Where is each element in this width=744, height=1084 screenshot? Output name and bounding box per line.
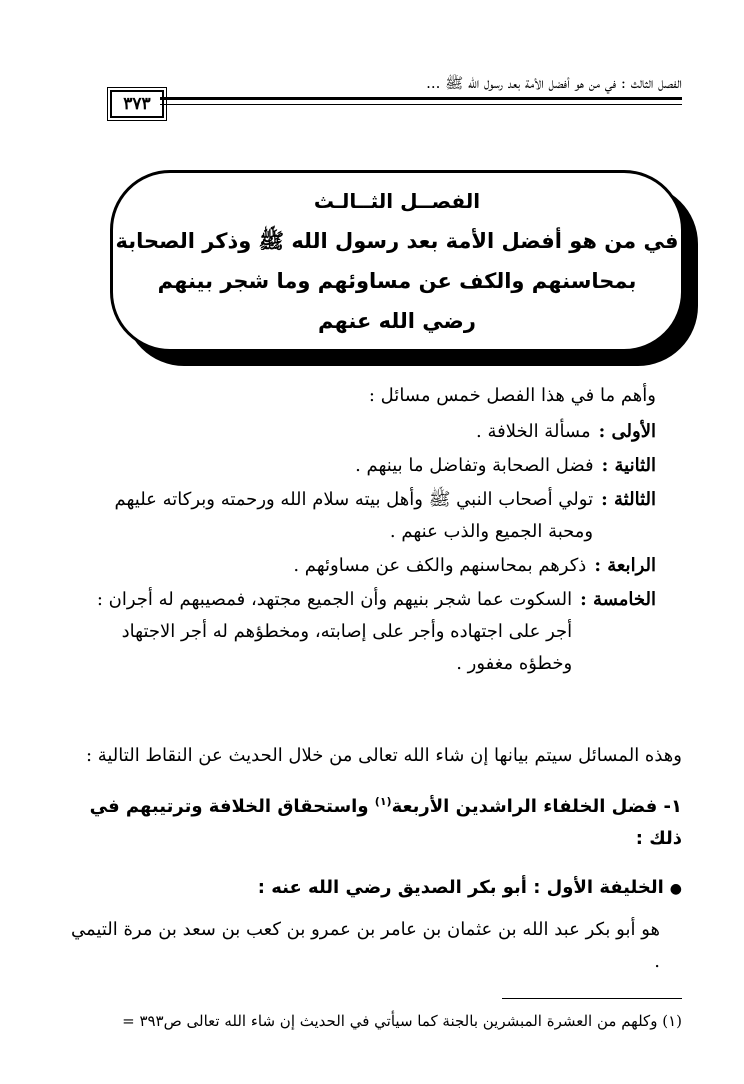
issue-label: الأولى : <box>598 421 656 442</box>
caliph-heading-text: الخليفة الأول : أبو بكر الصديق رضي الله عنه : <box>257 877 664 898</box>
issue-text: السكوت عما شجر بنيهم وأن الجميع مجتهد، فمصيبهم له أجران : أجر على اجتهاده وأجر على إصابته، ومخطؤهم له أجر الاجتهاد وخطؤه مغفور . <box>96 589 573 674</box>
issue-label: الخامسة : <box>580 589 656 610</box>
issue-label: الثانية : <box>601 455 656 476</box>
issue-item <box>96 450 656 482</box>
chapter-title-line: في من هو أفضل الأمة بعد رسول الله ﷺ وذكر الصحابة <box>115 229 679 253</box>
point-heading <box>62 786 682 855</box>
chapter-title-line: بمحاسنهم والكف عن مساوئهم وما شجر بينهم <box>157 269 637 293</box>
issue-text: فضل الصحابة وتفاضل ما بينهم . <box>355 455 594 476</box>
issue-item <box>96 550 656 582</box>
transition-paragraph <box>62 740 682 772</box>
chapter-number: الفصــل الثــالـث <box>313 189 481 213</box>
issue-item <box>96 416 656 448</box>
point-heading-text-cont: واستحقاق الخلافة وترتيبهم في ذلك : <box>89 796 682 849</box>
issue-item <box>96 584 656 680</box>
issue-label: الثالثة : <box>601 489 656 510</box>
header-rule-thin <box>160 104 682 105</box>
footnote: (١) وكلهم من العشرة المبشرين بالجنة كما سيأتي في الحديث إن شاء الله تعالى ص٣٩٣ = <box>122 1012 682 1030</box>
running-header: الفصل الثالث : في من هو أفضل الأمة بعد رسول الله ﷺ ... <box>426 74 682 92</box>
intro-text: وأهم ما في هذا الفصل خمس مسائل : <box>368 385 656 406</box>
issue-text: تولي أصحاب النبي ﷺ وأهل بيته سلام الله ورحمته وبركاته عليهم ومحبة الجميع والذب عنهم . <box>114 489 594 542</box>
point-heading-text: ١- فضل الخلفاء الراشدين الأربعة <box>391 796 682 817</box>
issue-text: مسألة الخلافة . <box>476 421 591 442</box>
bullet-icon: ● <box>669 881 682 897</box>
issue-label: الرابعة : <box>594 555 656 576</box>
header-rule <box>160 97 682 100</box>
footnote-ref: (١) <box>374 795 392 808</box>
caliph-body <box>60 914 660 978</box>
footnote-rule <box>502 998 682 999</box>
chapter-title-box <box>110 170 684 352</box>
caliph-heading <box>62 872 682 905</box>
chapter-title-line: رضي الله عنهم <box>318 309 476 333</box>
issues-section <box>96 380 656 680</box>
issue-item <box>96 484 656 548</box>
caliph-body-text: هو أبو بكر عبد الله بن عثمان بن عامر بن عمرو بن كعب بن سعد بن مرة التيمي . <box>71 919 660 972</box>
issue-text: ذكرهم بمحاسنهم والكف عن مساوئهم . <box>293 555 587 576</box>
page-number: ٣٧٣ <box>110 90 164 118</box>
transition-text: وهذه المسائل سيتم بيانها إن شاء الله تعالى من خلال الحديث عن النقاط التالية : <box>85 745 682 766</box>
